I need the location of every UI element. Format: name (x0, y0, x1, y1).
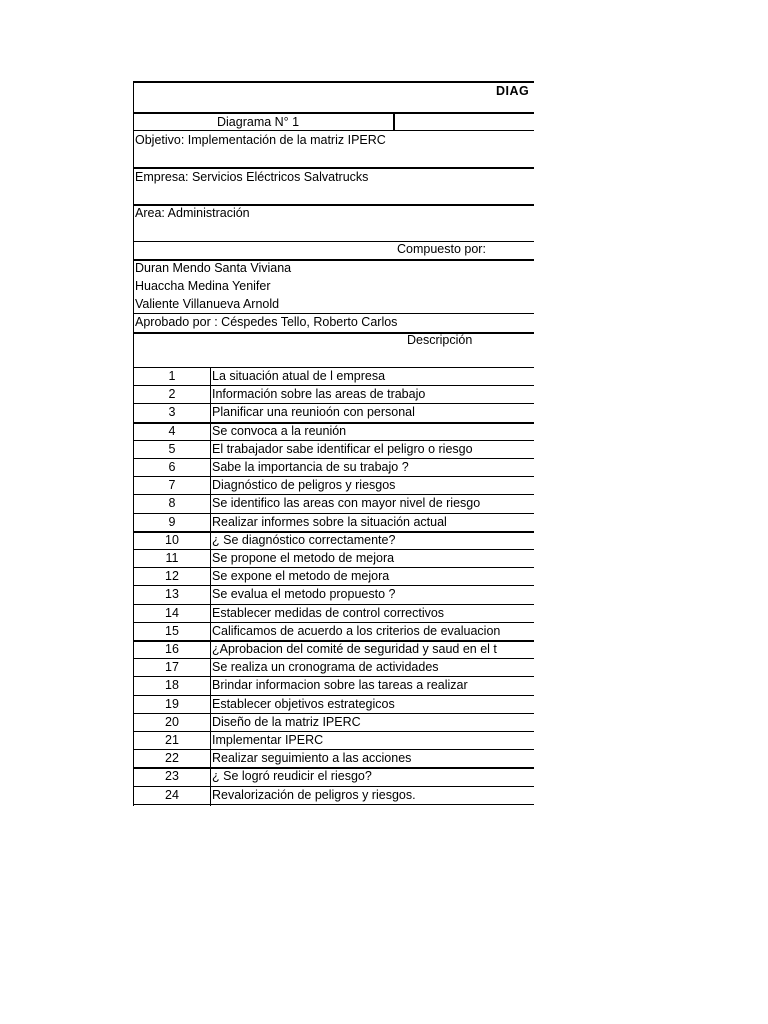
step-description: El trabajador sabe identificar el peligro o riesgo (212, 442, 473, 456)
step-number: 4 (168, 424, 176, 438)
step-number: 6 (168, 460, 176, 474)
step-description: Se convoca a la reunión (212, 424, 347, 438)
step-description: Se evalua el metodo propuesto ? (212, 587, 396, 601)
table-top-border (133, 81, 534, 83)
spreadsheet-table (133, 81, 534, 806)
step-number: 15 (165, 624, 179, 638)
row-divider (133, 130, 534, 131)
step-description: Se propone el metodo de mejora (212, 551, 395, 565)
step-description: Brindar informacion sobre las tareas a realizar (212, 678, 468, 692)
member-name: Duran Mendo Santa Viviana (135, 261, 292, 275)
step-description: ¿ Se diagnóstico correctamente? (212, 533, 396, 547)
step-description: Se expone el metodo de mejora (212, 569, 390, 583)
row-divider (133, 112, 534, 114)
step-description: La situación atual de l empresa (212, 369, 386, 383)
step-number: 7 (168, 478, 176, 492)
step-description: Se realiza un cronograma de actividades (212, 660, 439, 674)
description-header: Descripción (407, 333, 473, 347)
step-number: 14 (165, 606, 179, 620)
step-number: 5 (168, 442, 176, 456)
step-description: ¿Aprobacion del comité de seguridad y saud en el t (212, 642, 497, 656)
diagram-number: Diagrama N° 1 (217, 115, 300, 129)
step-number: 9 (168, 515, 176, 529)
step-description: Establecer objetivos estrategicos (212, 697, 395, 711)
step-number: 23 (165, 769, 179, 783)
step-description: Revalorización de peligros y riesgos. (212, 788, 416, 802)
step-description: Sabe la importancia de su trabajo ? (212, 460, 409, 474)
step-description: Realizar informes sobre la situación actual (212, 515, 447, 529)
objective-text: Objetivo: Implementación de la matriz IPERC (135, 133, 386, 147)
step-number: 10 (165, 533, 179, 547)
row-divider (133, 332, 534, 334)
step-number: 11 (165, 551, 179, 565)
approved-by-text: Aprobado por : Céspedes Tello, Roberto Carlos (135, 315, 398, 329)
composed-by-label: Compuesto por: (397, 242, 486, 256)
step-number: 19 (165, 697, 179, 711)
step-number: 20 (165, 715, 179, 729)
step-description: Implementar IPERC (212, 733, 324, 747)
step-number: 1 (168, 369, 176, 383)
step-description: Calificamos de acuerdo a los criterios de evaluacion (212, 624, 501, 638)
step-description: Realizar seguimiento a las acciones (212, 751, 412, 765)
step-number: 8 (168, 496, 176, 510)
step-description: Establecer medidas de control correctivos (212, 606, 445, 620)
step-number: 21 (165, 733, 179, 747)
step-number: 2 (168, 387, 176, 401)
step-number: 13 (165, 587, 179, 601)
step-number: 24 (165, 788, 179, 802)
area-text: Area: Administración (135, 206, 250, 220)
header-cell-divider (393, 112, 395, 130)
step-number: 3 (168, 405, 176, 419)
step-description: ¿ Se logró reudicir el riesgo? (212, 769, 372, 783)
step-number: 17 (165, 660, 179, 674)
table-bottom-border (133, 804, 534, 805)
step-number: 12 (165, 569, 179, 583)
company-text: Empresa: Servicios Eléctricos Salvatrucks (135, 170, 369, 184)
step-description: Diagnóstico de peligros y riesgos (212, 478, 396, 492)
step-description: Información sobre las areas de trabajo (212, 387, 426, 401)
step-number: 18 (165, 678, 179, 692)
step-description: Planificar una reunioón con personal (212, 405, 415, 419)
diagram-title: DIAG (496, 84, 530, 98)
member-name: Valiente Villanueva Arnold (135, 297, 280, 311)
step-description: Diseño de la matriz IPERC (212, 715, 361, 729)
step-number: 16 (165, 642, 179, 656)
member-name: Huaccha Medina Yenifer (135, 279, 271, 293)
step-number: 22 (165, 751, 179, 765)
step-description: Se identifico las areas con mayor nivel de riesgo (212, 496, 481, 510)
